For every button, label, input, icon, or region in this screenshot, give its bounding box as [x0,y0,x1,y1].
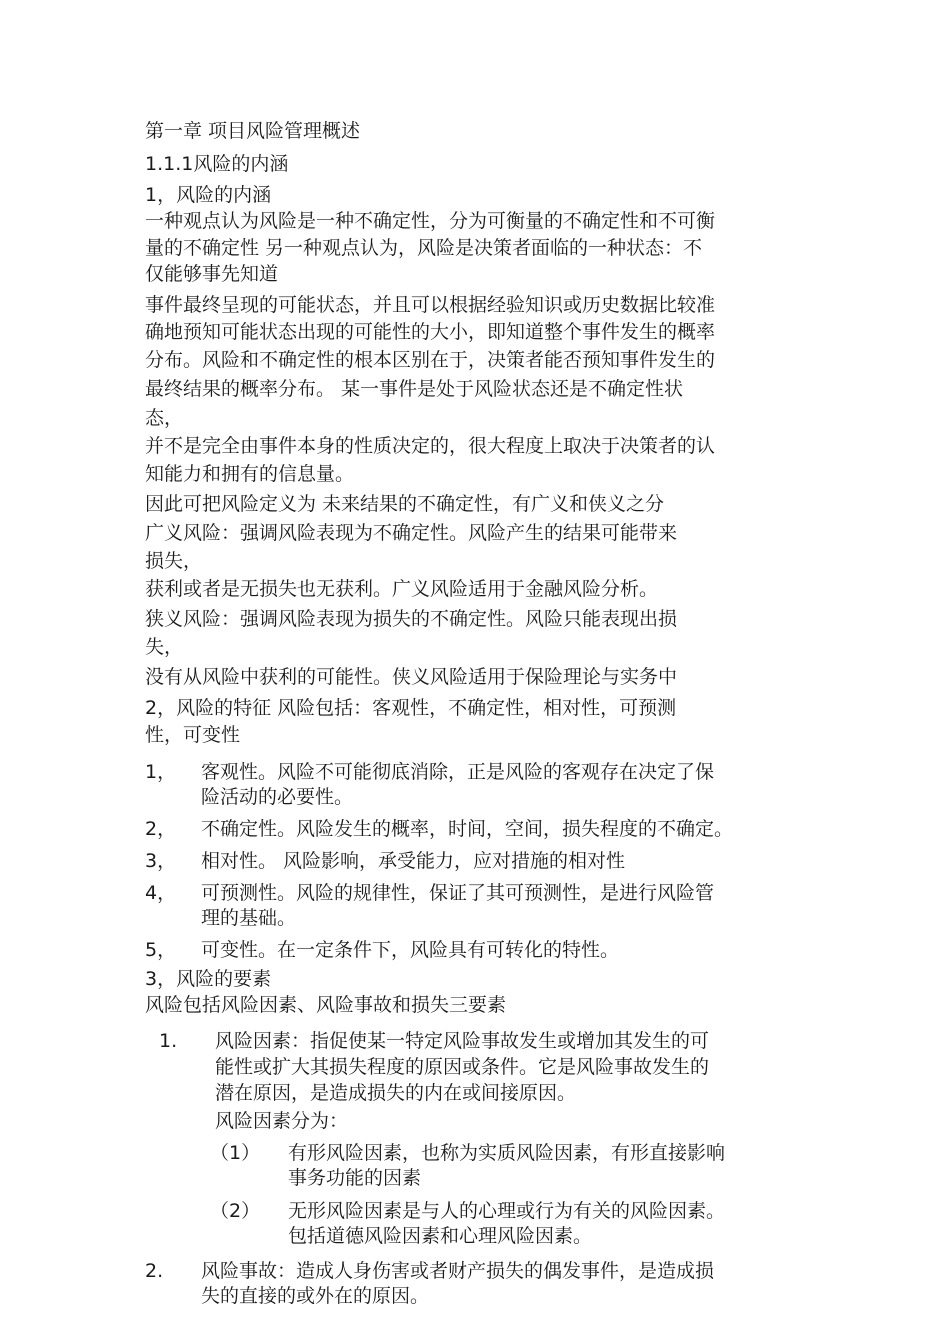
list-item: 可变性。在一定条件下，风险具有可转化的特性。 [201,939,620,961]
sublist-item-cont: 包括道德风险因素和心理风险因素。 [288,1225,593,1247]
list-item: 风险事故：造成人身伤害或者财产损失的偶发事件，是造成损 [201,1260,715,1282]
paragraph-line: 风险包括风险因素、风险事故和损失三要素 [145,994,507,1016]
paragraph-line: 获利或者是无损失也无获利。广义风险适用于金融风险分析。 [145,578,659,600]
sublist-item-number: （2） [210,1200,261,1222]
paragraph-line: 最终结果的概率分布。 某一事件是处于风险状态还是不确定性状 [145,378,684,400]
section-heading: 1.1.1风险的内涵 [145,153,289,175]
list-item: 不确定性。风险发生的概率，时间，空间，损失程度的不确定。 [201,818,734,840]
list-item: 相对性。 风险影响，承受能力，应对措施的相对性 [201,850,626,872]
sublist-item: 有形风险因素，也称为实质风险因素，有形直接影响 [288,1142,726,1164]
list-item-number: 1. [159,1030,178,1052]
list-item: 风险因素：指促使某一特定风险事故发生或增加其发生的可 [215,1030,710,1052]
list-item-cont: 潜在原因，是造成损失的内在或间接原因。 [215,1082,577,1104]
paragraph-line: 确地预知可能状态出现的可能性的大小，即知道整个事件发生的概率 [145,321,716,343]
list-item-number: 4， [145,882,177,904]
list-item-number: 5， [145,939,177,961]
paragraph-line: 没有从风险中获利的可能性。侠义风险适用于保险理论与实务中 [145,666,678,688]
subheading-2-cont: 性，可变性 [145,724,241,746]
list-item-number: 2. [145,1260,164,1282]
list-item-number: 1， [145,761,177,783]
paragraph-line: 量的不确定性 另一种观点认为，风险是决策者面临的一种状态：不 [145,237,703,259]
paragraph-line: 失， [145,636,184,658]
paragraph-line: 狭义风险：强调风险表现为损失的不确定性。风险只能表现出损 [145,608,678,630]
list-item-number: 3， [145,850,177,872]
paragraph-line: 仅能够事先知道 [145,263,279,285]
list-item: 客观性。风险不可能彻底消除，正是风险的客观存在决定了保 [201,761,715,783]
paragraph-line: 损失， [145,550,203,572]
paragraph-line: 因此可把风险定义为 未来结果的不确定性，有广义和侠义之分 [145,493,665,515]
list-item-cont: 能性或扩大其损失程度的原因或条件。它是风险事故发生的 [215,1056,710,1078]
sublist-item-cont: 事务功能的因素 [288,1167,422,1189]
paragraph-line: 知能力和拥有的信息量。 [145,463,355,485]
subheading-2: 2，风险的特征 风险包括：客观性，不确定性，相对性，可预测 [145,697,677,719]
subheading-3: 3，风险的要素 [145,968,272,990]
paragraph-line: 分布。风险和不确定性的根本区别在于，决策者能否预知事件发生的 [145,349,716,371]
sublist-item-number: （1） [210,1142,261,1164]
list-item-cont: 险活动的必要性。 [201,786,354,808]
list-item: 可预测性。风险的规律性，保证了其可预测性，是进行风险管 [201,882,715,904]
list-item-number: 2， [145,818,177,840]
paragraph-line: 态， [145,407,184,429]
paragraph-line: 事件最终呈现的可能状态，并且可以根据经验知识或历史数据比较准 [145,294,716,316]
sublist-item: 无形风险因素是与人的心理或行为有关的风险因素。 [288,1200,726,1222]
chapter-title: 第一章 项目风险管理概述 [145,120,361,142]
paragraph-line: 广义风险：强调风险表现为不确定性。风险产生的结果可能带来 [145,522,678,544]
subheading-1: 1，风险的内涵 [145,184,272,206]
list-item-cont: 失的直接的或外在的原因。 [201,1285,430,1307]
list-item-cont: 理的基础。 [201,907,297,929]
list-item-cont: 风险因素分为： [215,1110,349,1132]
paragraph-line: 并不是完全由事件本身的性质决定的，很大程度上取决于决策者的认 [145,435,716,457]
paragraph-line: 一种观点认为风险是一种不确定性，分为可衡量的不确定性和不可衡 [145,210,716,232]
